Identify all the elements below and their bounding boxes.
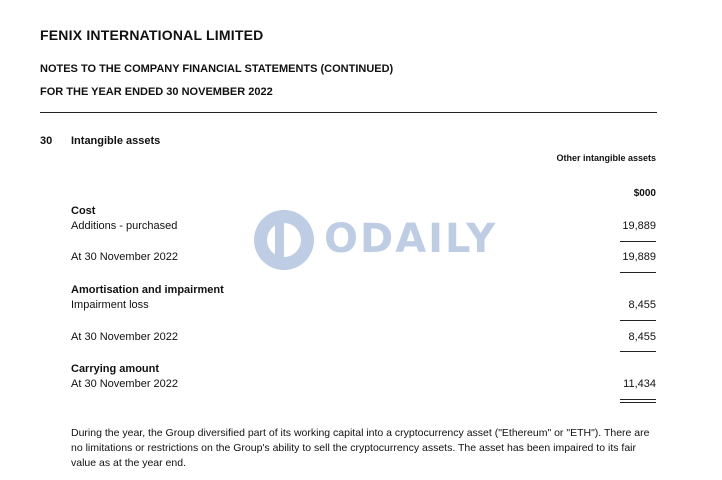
additions-label: Additions - purchased — [71, 220, 178, 232]
cost-heading: Cost — [71, 205, 96, 217]
company-name: FENIX INTERNATIONAL LIMITED — [40, 27, 264, 43]
impairment-value: 8,455 — [628, 299, 656, 311]
amortisation-closing-label: At 30 November 2022 — [71, 331, 179, 343]
carrying-heading: Carrying amount — [71, 363, 160, 375]
odaily-logo-icon — [252, 208, 316, 272]
period-title: FOR THE YEAR ENDED 30 NOVEMBER 2022 — [40, 86, 273, 98]
notes-title: NOTES TO THE COMPANY FINANCIAL STATEMENTS (CONTINUED) — [40, 63, 394, 75]
unit-header: $000 — [633, 188, 656, 199]
amortisation-closing-value: 8,455 — [628, 331, 656, 343]
cost-closing-value: 19,889 — [622, 251, 656, 263]
double-underline — [620, 399, 656, 403]
additions-value: 19,889 — [622, 220, 656, 232]
amortisation-heading: Amortisation and impairment — [71, 284, 224, 296]
carrying-closing-value: 11,434 — [623, 378, 656, 390]
note-number: 30 — [40, 135, 53, 147]
watermark-text: ODAILY — [324, 216, 498, 262]
subtotal-rule — [620, 320, 656, 321]
note-title: Intangible assets — [71, 135, 161, 147]
cost-closing-label: At 30 November 2022 — [71, 251, 179, 263]
impairment-label: Impairment loss — [71, 299, 149, 311]
column-header: Other intangible assets — [556, 153, 656, 163]
carrying-closing-label: At 30 November 2022 — [71, 378, 179, 390]
total-rule — [620, 351, 656, 352]
total-rule — [620, 272, 656, 273]
explanatory-paragraph: During the year, the Group diversified part of its working capital into a cryptocurrency asset ("Ethereum" or "ETH"). There are no limitations or restrictions on the Group's ability to sell the cryptocurrency assets. The asset has been impaired to its fair value as at the year end. — [71, 427, 650, 469]
subtotal-rule — [620, 241, 656, 242]
watermark — [252, 208, 498, 272]
header-divider — [40, 112, 657, 113]
